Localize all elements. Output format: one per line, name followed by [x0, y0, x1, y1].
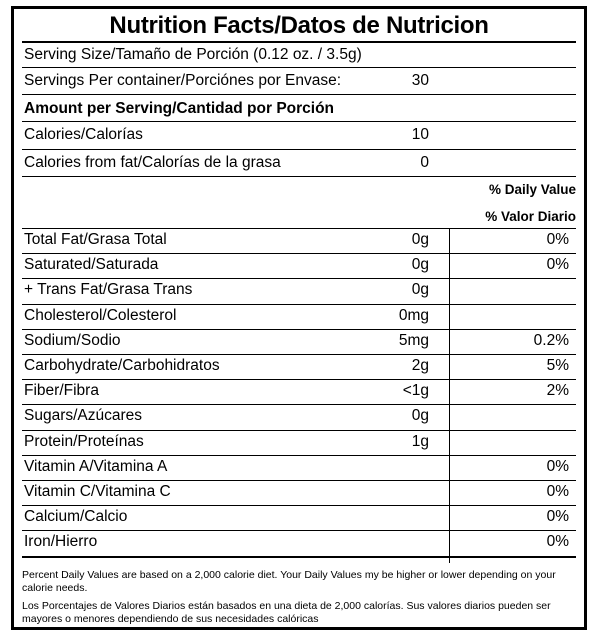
servings-value: 30	[411, 72, 429, 89]
divider	[22, 505, 576, 506]
divider	[22, 278, 576, 279]
nutrient-amount: 2g	[411, 357, 429, 374]
divider	[22, 379, 576, 380]
divider	[22, 94, 576, 95]
divider	[22, 67, 576, 68]
divider	[22, 304, 576, 305]
nutrient-label: Total Fat/Grasa Total	[24, 231, 167, 248]
divider	[22, 253, 576, 254]
divider	[22, 176, 576, 177]
nutrient-label: Sugars/Azúcares	[24, 407, 143, 425]
divider	[22, 430, 576, 431]
divider	[22, 329, 576, 330]
nutrient-daily-value: 0%	[546, 256, 569, 274]
nutrient-label: Saturated/Saturada	[24, 256, 159, 274]
daily-value-header-en: % Daily Value	[488, 182, 576, 197]
divider	[22, 480, 576, 481]
nutrient-label: Fiber/Fibra	[24, 382, 99, 400]
divider	[22, 149, 576, 150]
divider	[22, 404, 576, 405]
amount-header-text: Amount per Serving/Cantidad por Porción	[24, 100, 335, 117]
footnote-spanish: Los Porcentajes de Valores Diarios están basados en una dieta de 2,000 calorías. Sus valores diarios pueden ser mayores o menores dependiendo de sus necesidades calóricas	[22, 600, 551, 625]
panel-title: Nutrition Facts/Datos de Nutricion	[109, 12, 489, 39]
nutrient-daily-value: 5%	[546, 357, 569, 374]
divider	[22, 556, 576, 558]
nutrient-daily-value: 0%	[546, 231, 569, 248]
title-divider	[22, 41, 576, 43]
vitamin-label: Calcium/Calcio	[24, 508, 128, 526]
calories-value: 10	[411, 126, 429, 143]
vitamin-label: Vitamin A/Vitamina A	[24, 457, 168, 475]
serving-size-text: Serving Size/Tamaño de Porción (0.12 oz. / 3.5g)	[24, 46, 362, 63]
calories-label: Calories/Calorías	[24, 126, 143, 143]
divider	[22, 121, 576, 122]
servings-label: Servings Per container/Porciónes por Envase:	[24, 72, 342, 89]
nutrient-amount: 0g	[411, 407, 429, 425]
column-divider	[449, 228, 450, 563]
vitamin-label: Iron/Hierro	[24, 533, 98, 551]
nutrient-label: Carbohydrate/Carbohidratos	[24, 357, 220, 374]
nutrient-amount: 1g	[411, 432, 429, 450]
divider	[22, 530, 576, 531]
calories-from-fat-value: 0	[420, 154, 429, 171]
nutrient-amount: 5mg	[398, 331, 429, 349]
nutrient-label: Sodium/Sodio	[24, 331, 121, 349]
divider	[22, 228, 576, 229]
nutrient-daily-value: 2%	[546, 382, 569, 400]
nutrition-facts-panel	[11, 6, 587, 630]
vitamin-daily-value: 0%	[546, 533, 569, 551]
calories-from-fat-label: Calories from fat/Calorías de la grasa	[24, 154, 281, 171]
vitamin-label: Vitamin C/Vitamina C	[24, 483, 171, 500]
daily-value-header-es: % Valor Diario	[485, 209, 576, 224]
vitamin-daily-value: 0%	[546, 483, 569, 500]
divider	[22, 455, 576, 456]
vitamin-daily-value: 0%	[546, 508, 569, 526]
nutrient-daily-value: 0.2%	[533, 331, 569, 349]
footnote-english: Percent Daily Values are based on a 2,000 calorie diet. Your Daily Values my be higher or lower depending on your calorie needs.	[22, 569, 556, 594]
vitamin-daily-value: 0%	[546, 457, 569, 475]
nutrient-amount: 0g	[411, 256, 429, 274]
nutrient-label: Cholesterol/Colesterol	[24, 306, 177, 324]
divider	[22, 354, 576, 355]
nutrient-amount: 0g	[411, 231, 429, 248]
nutrient-amount: 0g	[411, 281, 429, 299]
nutrient-label: Protein/Proteínas	[24, 432, 144, 450]
nutrient-amount: 0mg	[398, 306, 429, 324]
nutrient-label: + Trans Fat/Grasa Trans	[24, 281, 193, 299]
nutrient-amount: <1g	[402, 382, 429, 400]
